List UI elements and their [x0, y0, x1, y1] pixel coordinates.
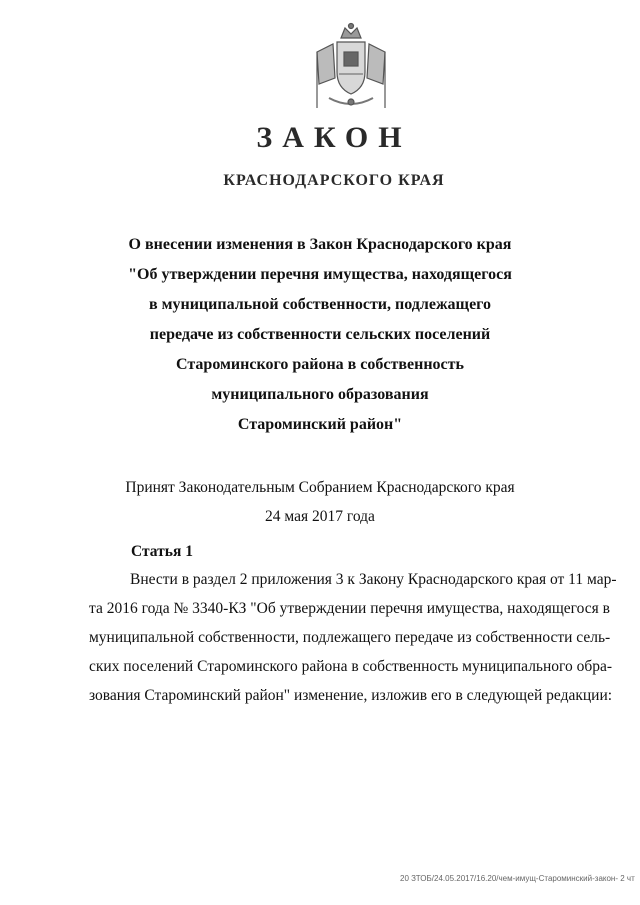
- adoption-note: Принят Законодательным Собранием Краснодарского края: [125, 479, 515, 496]
- adoption-block: [0, 473, 640, 531]
- title-line: Староминский район": [237, 416, 403, 433]
- title-line: О внесении изменения в Закон Краснодарского края: [128, 236, 512, 253]
- article-heading: Статья 1: [131, 543, 193, 560]
- article-paragraph: [89, 565, 617, 710]
- footer-file-reference: 20 ЗТОБ/24.05.2017/16.20/чем-имущ-Староминский-закон- 2 чт: [400, 874, 635, 883]
- paragraph-line: ских поселений Староминского района в собственность муниципального обра-: [89, 658, 613, 675]
- law-title: ЗАКОН: [256, 121, 412, 154]
- title-line: "Об утверждении перечня имущества, находящегося: [128, 266, 512, 283]
- title-line: передаче из собственности сельских поселений: [149, 326, 491, 343]
- adoption-date: 24 мая 2017 года: [265, 508, 375, 525]
- coat-of-arms-icon: [311, 22, 391, 112]
- paragraph-line: зования Староминский район" изменение, изложив его в следующей редакции:: [89, 687, 613, 704]
- paragraph-line: та 2016 года № 3340-КЗ "Об утверждении перечня имущества, находящегося в: [89, 600, 610, 617]
- title-line: Староминского района в собственность: [176, 356, 464, 373]
- law-name-block: [0, 230, 640, 440]
- title-line: в муниципальной собственности, подлежащего: [148, 296, 492, 313]
- paragraph-line: муниципальной собственности, подлежащего передаче из собственности сель-: [89, 629, 611, 646]
- title-line: муниципального образования: [211, 386, 429, 403]
- paragraph-line: Внести в раздел 2 приложения 3 к Закону Краснодарского края от 11 мар-: [130, 571, 617, 588]
- region-title: КРАСНОДАРСКОГО КРАЯ: [223, 172, 445, 189]
